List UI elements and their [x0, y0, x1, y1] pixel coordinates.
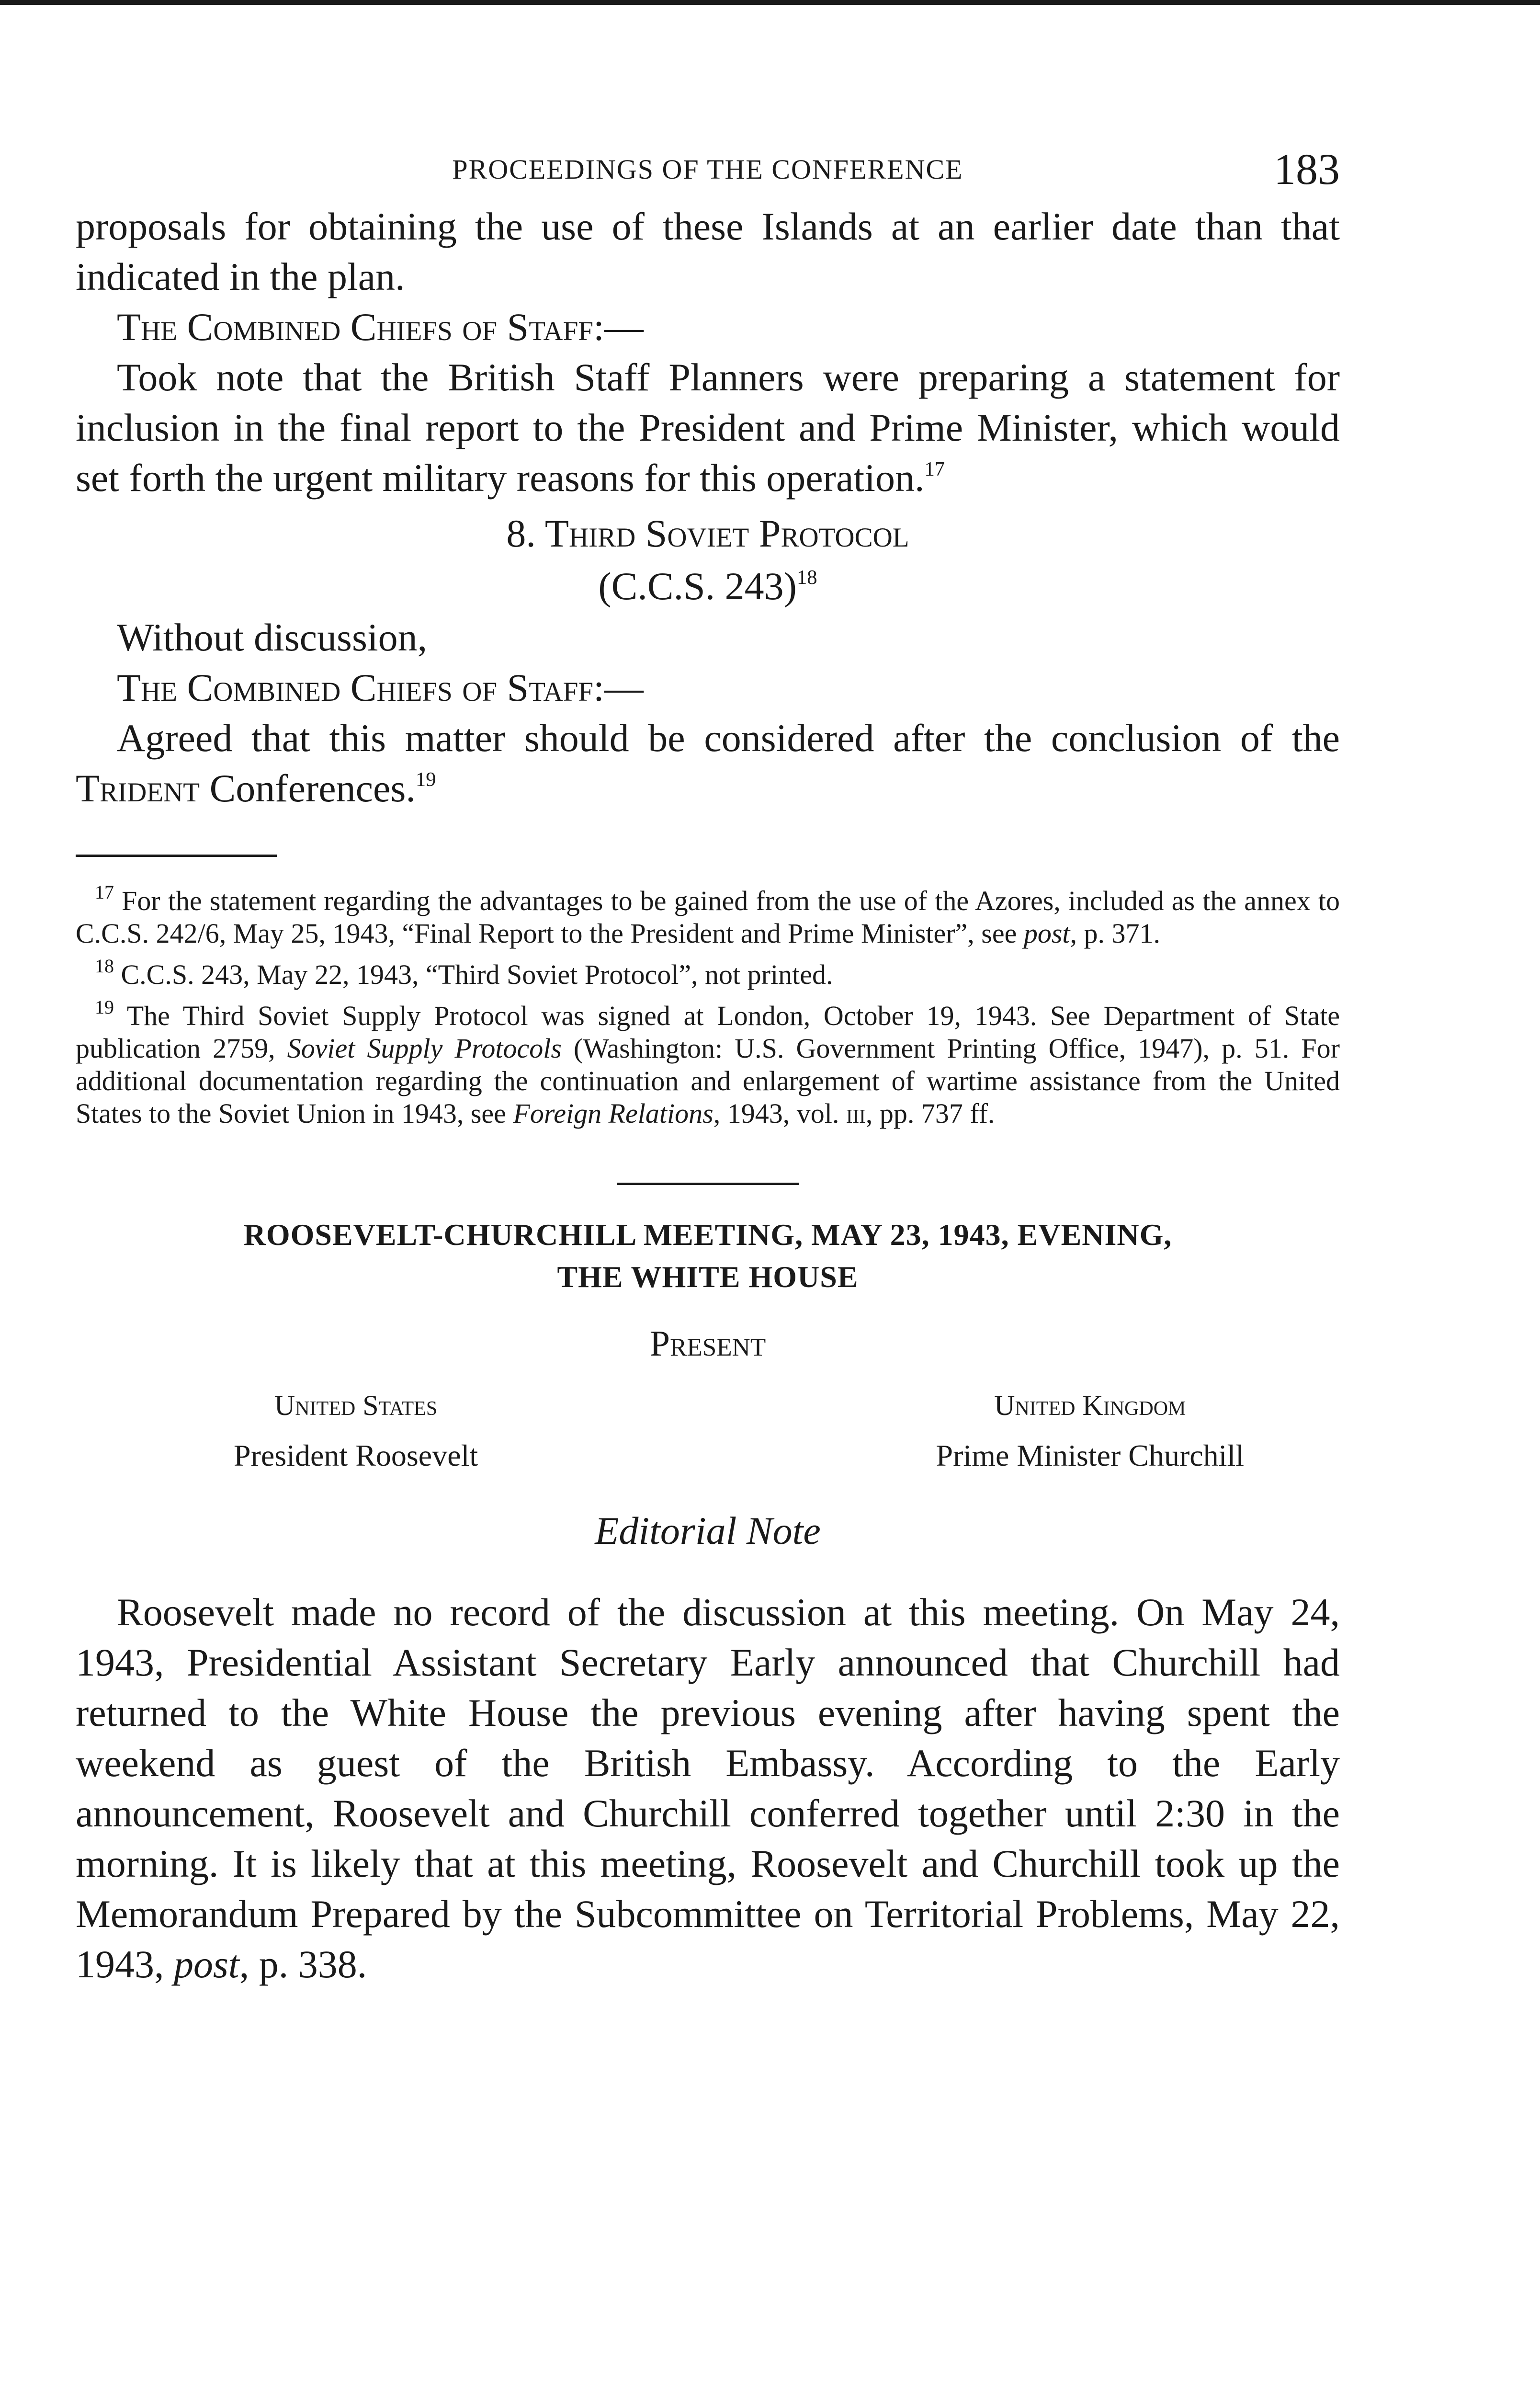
running-head-title: PROCEEDINGS OF THE CONFERENCE	[452, 154, 963, 185]
footnote-18-mark: 18	[95, 955, 114, 977]
agreed-text: Agreed that this matter should be considered after the conclusion of the	[117, 716, 1340, 760]
agreed-end: Conferences.	[200, 766, 416, 810]
footnote-19-vol: iii	[846, 1098, 866, 1129]
section-heading	[76, 507, 1340, 560]
footnote-17-post: post	[1023, 918, 1070, 949]
editorial-note-heading: Editorial Note	[595, 1509, 821, 1552]
editorial-note-post: post	[174, 1942, 239, 1986]
agreed-paragraph	[76, 713, 1340, 813]
footnote-ref-19[interactable]: 19	[415, 768, 436, 791]
running-head	[76, 144, 1340, 201]
footnote-17-mark: 17	[95, 881, 114, 903]
resolution-paragraph	[76, 352, 1340, 503]
ccs-heading	[76, 302, 1340, 352]
footnote-19-text-c: , 1943, vol.	[713, 1098, 846, 1129]
footnote-rule	[76, 855, 277, 857]
continuation-paragraph: proposals for obtaining the use of these Islands at an earlier date than that indicated in the plan.	[76, 205, 1340, 298]
ccs-heading-2-text: The Combined Chiefs of Staff:—	[117, 666, 644, 709]
section-separator	[617, 1183, 799, 1185]
us-member: President Roosevelt	[234, 1438, 478, 1472]
footnote-17-end: , p. 371.	[1070, 918, 1161, 949]
attendees	[76, 1384, 1340, 1484]
uk-member: Prime Minister Churchill	[936, 1438, 1244, 1472]
footnote-19-mark: 19	[95, 996, 114, 1018]
footnote-18-text: C.C.S. 243, May 22, 1943, “Third Soviet Protocol”, not printed.	[121, 959, 833, 990]
footnote-19-italic-a: Soviet Supply Protocols	[287, 1033, 562, 1064]
footnote-18	[76, 950, 1340, 991]
editorial-note-paragraph	[76, 1587, 1340, 1989]
footnote-17	[76, 876, 1340, 950]
editorial-note-end: , p. 338.	[239, 1942, 367, 1986]
section-heading-text: 8. Third Soviet Protocol	[506, 512, 909, 555]
ccs-heading-2	[76, 662, 1340, 713]
resolution-text: Took note that the British Staff Planners were preparing a statement for inclusion in the final report to the President and Prime Minister, which would set forth the urgent military reasons for this operation.	[76, 355, 1340, 500]
footnote-19-text-d: , pp. 737 ff.	[865, 1098, 995, 1129]
footnote-19-italic-b: Foreign Relations	[513, 1098, 713, 1129]
editorial-note-text: Roosevelt made no record of the discussion at this meeting. On May 24, 1943, Presidential Assistant Secretary Early announced that Churchill had returned to the White House the previous evening after having spent the weekend as guest of the British Embassy. According to the Early announcement, Roosevelt and Churchill conferred together until 2:30 in the morning. It is likely that at this meeting, Roosevelt and Churchill took up the Memorandum Prepared by the Subcommittee on Territorial Problems, May 22, 1943,	[76, 1590, 1340, 1986]
meeting-title-line2: THE WHITE HOUSE	[557, 1260, 859, 1294]
footnote-17-text: For the statement regarding the advantages to be gained from the use of the Azores, included as the annex to C.C.S. 242/6, May 25, 1943, “Final Report to the President and Prime Minister”, see	[76, 885, 1340, 949]
page-number: 183	[1274, 145, 1340, 194]
section-subheading	[76, 560, 1340, 612]
footnote-19	[76, 991, 1340, 1130]
meeting-title-line1: ROOSEVELT-CHURCHILL MEETING, MAY 23, 1943, EVENING,	[243, 1218, 1172, 1252]
present-heading: Present	[649, 1323, 766, 1364]
footnote-ref-18[interactable]: 18	[796, 566, 817, 589]
footnote-ref-17[interactable]: 17	[924, 458, 945, 481]
footnote-19-text-a: The Third Soviet Supply Protocol was signed at London, October 19, 1943. See Department of State publication 2759,	[76, 1000, 1340, 1064]
section-subheading-text: (C.C.S. 243)	[598, 564, 797, 608]
attendees-uk	[936, 1384, 1245, 1484]
trident-label: Trident	[76, 766, 200, 810]
top-rule	[0, 0, 1540, 5]
ccs-heading-text: The Combined Chiefs of Staff:—	[117, 305, 644, 349]
page	[76, 144, 1340, 1989]
attendees-us	[234, 1384, 478, 1484]
uk-heading: United Kingdom	[994, 1390, 1186, 1421]
intro-line: Without discussion,	[117, 616, 428, 659]
us-heading: United States	[274, 1390, 438, 1421]
footnote-19-text-b: (Washington: U.S. Government Printing Office, 1947), p. 51. For additional documentation regarding the continuation and enlargement of wartime assistance from the United States to the Soviet Union in 1943, see	[76, 1033, 1340, 1129]
